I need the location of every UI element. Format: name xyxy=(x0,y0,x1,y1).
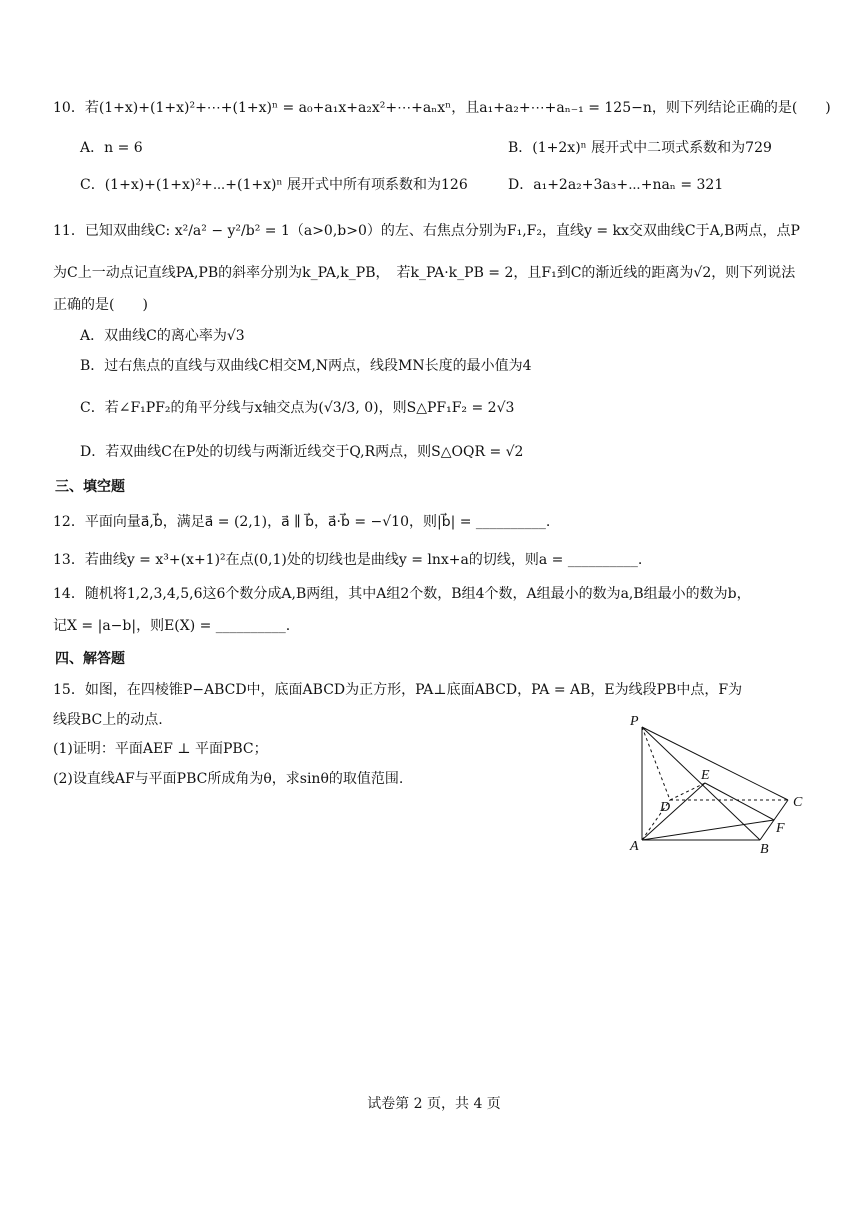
option-text: 若∠F₁PF₂的角平分线与x轴交点为(√3/3, 0)，则S△PF₁F₂ = 2√3 xyxy=(104,400,515,416)
q10-stem: 10．若(1+x)+(1+x)²+⋯+(1+x)ⁿ = a₀+a₁x+a₂x²+⋯+aₙxⁿ，且a₁+a₂+⋯+aₙ₋₁ = 125−n，则下列结论正确的是( ) xyxy=(53,100,831,116)
option-text: n = 6 xyxy=(104,140,143,156)
q12-stem: 12．平面向量a⃗,b⃗，满足a⃗ = (2,1)，a⃗ ∥ b⃗，a⃗·b⃗ = −√10，则|b⃗| = __________. xyxy=(53,514,551,530)
q11-stem-line-3: 正确的是( ) xyxy=(53,297,148,313)
q15-stem-line-1: 15．如图，在四棱锥P−ABCD中，底面ABCD为正方形，PA⊥底面ABCD，PA = AB，E为线段PB中点，F为 xyxy=(53,682,743,698)
option-text: a₁+2a₂+3a₃+⋯+naₙ = 321 xyxy=(533,177,724,193)
option-label: C． xyxy=(80,400,105,416)
section-heading-fill-in: 三、填空题 xyxy=(55,479,125,495)
vertex-label-c: C xyxy=(793,795,803,810)
segment-de-hidden xyxy=(670,783,705,800)
option-label: C． xyxy=(80,177,105,193)
q11-option-b xyxy=(80,357,532,375)
q11-option-d xyxy=(80,443,523,461)
point-label-f: F xyxy=(776,821,785,836)
edge-pd-hidden xyxy=(642,727,670,800)
vertex-label-a: A xyxy=(630,839,639,854)
q10-option-b xyxy=(508,139,772,157)
segment-ef xyxy=(705,783,774,820)
vertex-label-b: B xyxy=(760,842,769,857)
pyramid-figure xyxy=(620,712,820,857)
vertex-label-p: P xyxy=(630,714,639,729)
q14-stem-line-2: 记X = |a−b|，则E(X) = __________. xyxy=(53,618,291,634)
option-text: (1+x)+(1+x)²+⋯+(1+x)ⁿ 展开式中所有项系数和为126 xyxy=(104,177,468,193)
q10-option-a xyxy=(80,139,143,157)
option-text: 若双曲线C在P处的切线与两渐近线交于Q,R两点，则S△OQR = √2 xyxy=(105,444,524,460)
edge-pc xyxy=(642,727,788,800)
q10-option-d xyxy=(508,176,723,194)
option-text: 过右焦点的直线与双曲线C相交M,N两点，线段MN长度的最小值为4 xyxy=(104,358,532,374)
q11-stem-line-1: 11．已知双曲线C: x²/a² − y²/b² = 1（a>0,b>0）的左、右焦点分别为F₁,F₂，直线y = kx交双曲线C于A,B两点，点P xyxy=(53,223,800,239)
option-label: B． xyxy=(508,140,533,156)
q13-stem: 13．若曲线y = x³+(x+1)²在点(0,1)处的切线也是曲线y = lnx+a的切线，则a = __________. xyxy=(53,552,643,568)
option-label: A． xyxy=(80,140,105,156)
q11-option-c xyxy=(80,399,514,417)
q15-part-2: (2)设直线AF与平面PBC所成角为θ，求sinθ的取值范围. xyxy=(53,771,404,787)
option-label: D． xyxy=(80,444,106,460)
q15-part-1: (1)证明：平面AEF ⊥ 平面PBC； xyxy=(53,741,268,757)
q14-stem-line-1: 14．随机将1,2,3,4,5,6这6个数分成A,B两组，其中A组2个数，B组4个数，A组最小的数为a,B组最小的数为b， xyxy=(53,586,751,602)
point-label-e: E xyxy=(701,768,710,783)
q15-stem-line-2: 线段BC上的动点. xyxy=(53,712,163,728)
vertex-label-d: D xyxy=(660,800,671,815)
option-label: B． xyxy=(80,358,105,374)
q11-stem-line-2: 为C上一动点记直线PA,PB的斜率分别为k_PA,k_PB， 若k_PA·k_PB = 2，且F₁到C的渐近线的距离为√2，则下列说法 xyxy=(53,265,796,281)
option-label: D． xyxy=(508,177,534,193)
option-text: 双曲线C的离心率为√3 xyxy=(104,328,245,344)
option-text: (1+2x)ⁿ 展开式中二项式系数和为729 xyxy=(532,140,772,156)
section-heading-solutions: 四、解答题 xyxy=(55,651,125,667)
q11-option-a xyxy=(80,327,245,345)
segment-af xyxy=(642,820,774,840)
option-label: A． xyxy=(80,328,105,344)
edge-pb xyxy=(642,727,760,840)
q10-option-c xyxy=(80,176,468,194)
page-footer: 试卷第 2 页，共 4 页 xyxy=(367,1096,501,1112)
